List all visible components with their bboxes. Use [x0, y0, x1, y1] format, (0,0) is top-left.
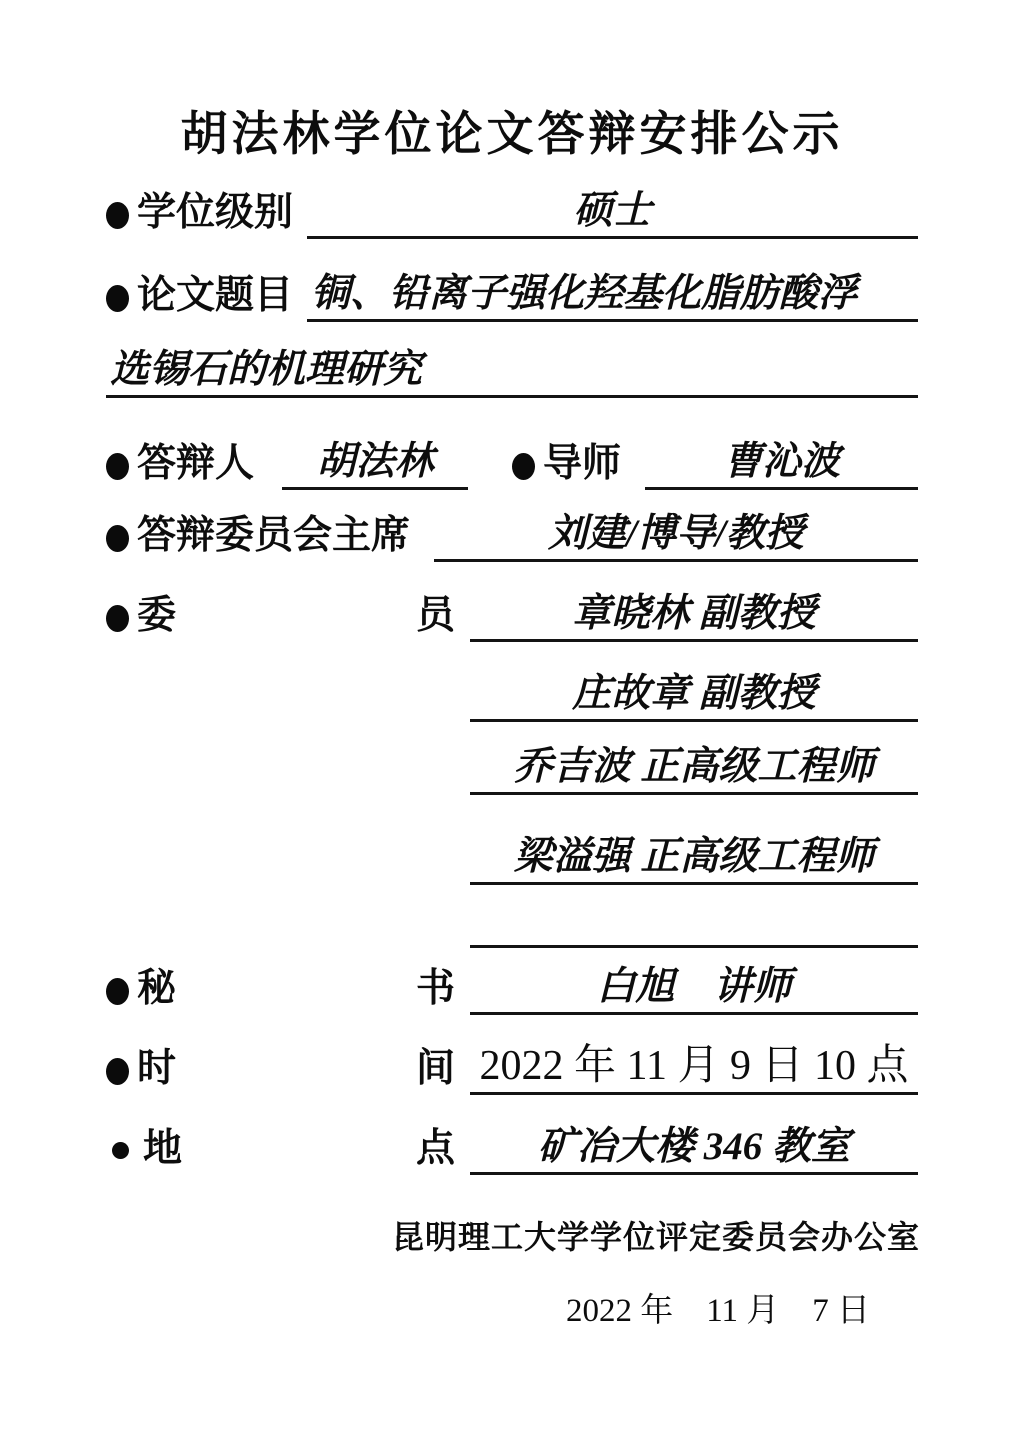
- field-row-committee: [106, 588, 918, 642]
- place-label: [143, 1128, 455, 1175]
- field-row-defender-advisor: [106, 436, 918, 490]
- bullet-icon: [106, 285, 129, 312]
- time-value: 2022 年 11 月 9 日 10 点: [470, 1043, 918, 1095]
- footer-date: 2022 年 11 月 7 日: [566, 1293, 871, 1329]
- footer-office-name: 昆明理工大学学位评定委员会办公室: [391, 1219, 920, 1255]
- committee-member-line: 庄故章 副教授: [470, 673, 918, 722]
- advisor-value: 曹沁波: [645, 441, 918, 490]
- bullet-icon: [106, 978, 129, 1005]
- committee-label-first: 委: [137, 594, 177, 638]
- secretary-label-first: 秘: [137, 967, 177, 1011]
- field-row-chair: [106, 508, 918, 562]
- committee-member-line: 梁溢强 正高级工程师: [470, 836, 918, 885]
- committee-member-line: 乔吉波 正高级工程师: [470, 746, 918, 795]
- time-label-last: 间: [415, 1047, 455, 1091]
- bullet-icon: [512, 453, 535, 480]
- field-row-thesis-title-continued: [106, 344, 918, 398]
- committee-member-line: 章晓林 副教授: [470, 593, 918, 642]
- field-row-secretary: [106, 961, 918, 1015]
- committee-label: [137, 595, 455, 642]
- committee-member-line: [470, 942, 918, 948]
- thesis-value-line1: 铜、铅离子强化羟基化脂肪酸浮: [307, 273, 918, 322]
- thesis-label: 论文题目: [137, 274, 294, 318]
- time-label: [137, 1048, 455, 1095]
- committee-label-last: 员: [415, 594, 455, 638]
- place-label-last: 点: [415, 1127, 455, 1171]
- place-value: 矿冶大楼 346 教室: [470, 1126, 918, 1175]
- field-row-place: [106, 1121, 918, 1175]
- bullet-icon: [106, 1058, 129, 1085]
- thesis-value-line2: 选锡石的机理研究: [106, 349, 918, 398]
- chair-label: 答辩委员会主席: [137, 514, 411, 558]
- time-label-first: 时: [137, 1047, 177, 1091]
- degree-label: 学位级别: [137, 191, 294, 235]
- field-row-committee-member: [470, 668, 918, 722]
- defender-label: 答辩人: [137, 442, 255, 486]
- advisor-label: 导师: [543, 442, 622, 486]
- field-row-thesis-title: [106, 268, 918, 322]
- bullet-icon: [106, 605, 129, 632]
- bullet-icon: [106, 453, 129, 480]
- field-row-degree: [106, 185, 918, 239]
- bullet-icon: [106, 202, 129, 229]
- field-row-time: [106, 1041, 918, 1095]
- defender-value: 胡法林: [282, 441, 468, 490]
- page-title: 胡法林学位论文答辩安排公示: [180, 107, 844, 160]
- secretary-value: 白旭 讲师: [470, 966, 918, 1015]
- bullet-icon: [112, 1142, 129, 1159]
- secretary-label-last: 书: [415, 967, 455, 1011]
- field-row-committee-member: [470, 741, 918, 795]
- chair-value: 刘建/博导/教授: [434, 513, 918, 562]
- field-row-committee-member-empty: [470, 894, 918, 948]
- degree-value: 硕士: [307, 190, 918, 239]
- place-label-first: 地: [143, 1127, 183, 1171]
- bullet-icon: [106, 525, 129, 552]
- field-row-committee-member: [470, 831, 918, 885]
- secretary-label: [137, 968, 455, 1015]
